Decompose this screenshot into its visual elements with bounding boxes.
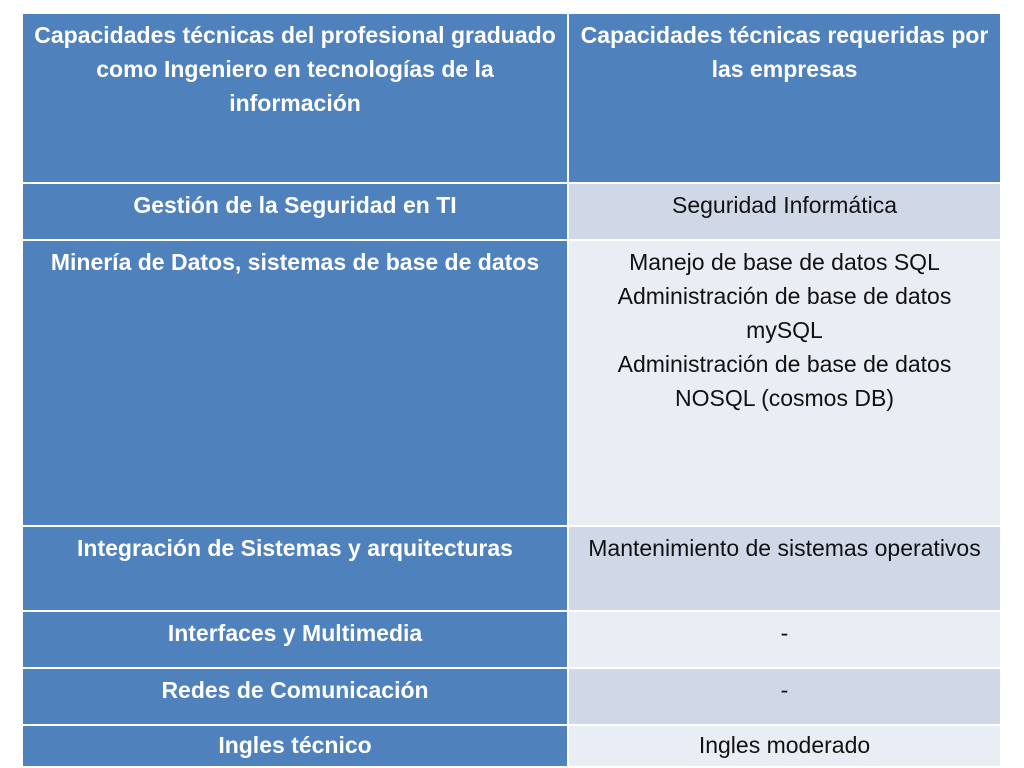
table-row [23,184,1000,241]
table-row [23,527,1000,612]
required-capability-cell: - [569,669,1000,726]
graduate-capability-cell: Redes de Comunicación [23,669,569,726]
graduate-capability-cell: Minería de Datos, sistemas de base de datos [23,241,569,527]
header-required-capabilities: Capacidades técnicas requeridas por las empresas [569,14,1000,184]
required-capability-cell: Mantenimiento de sistemas operativos [569,527,1000,612]
graduate-capability-cell: Interfaces y Multimedia [23,612,569,669]
graduate-capability-cell: Ingles técnico [23,726,569,766]
required-capability-cell: - [569,612,1000,669]
table-row [23,241,1000,527]
required-capability-cell: Ingles moderado [569,726,1000,766]
table-header-row [23,14,1000,184]
required-capability-cell: Manejo de base de datos SQL Administración de base de datos mySQL Administración de base de datos NOSQL (cosmos DB) [569,241,1000,527]
table-row [23,669,1000,726]
graduate-capability-cell: Integración de Sistemas y arquitecturas [23,527,569,612]
table-row [23,726,1000,766]
header-graduate-capabilities: Capacidades técnicas del profesional graduado como Ingeniero en tecnologías de la información [23,14,569,184]
capabilities-table [23,14,1000,766]
graduate-capability-cell: Gestión de la Seguridad en TI [23,184,569,241]
required-capability-cell: Seguridad Informática [569,184,1000,241]
table-row [23,612,1000,669]
